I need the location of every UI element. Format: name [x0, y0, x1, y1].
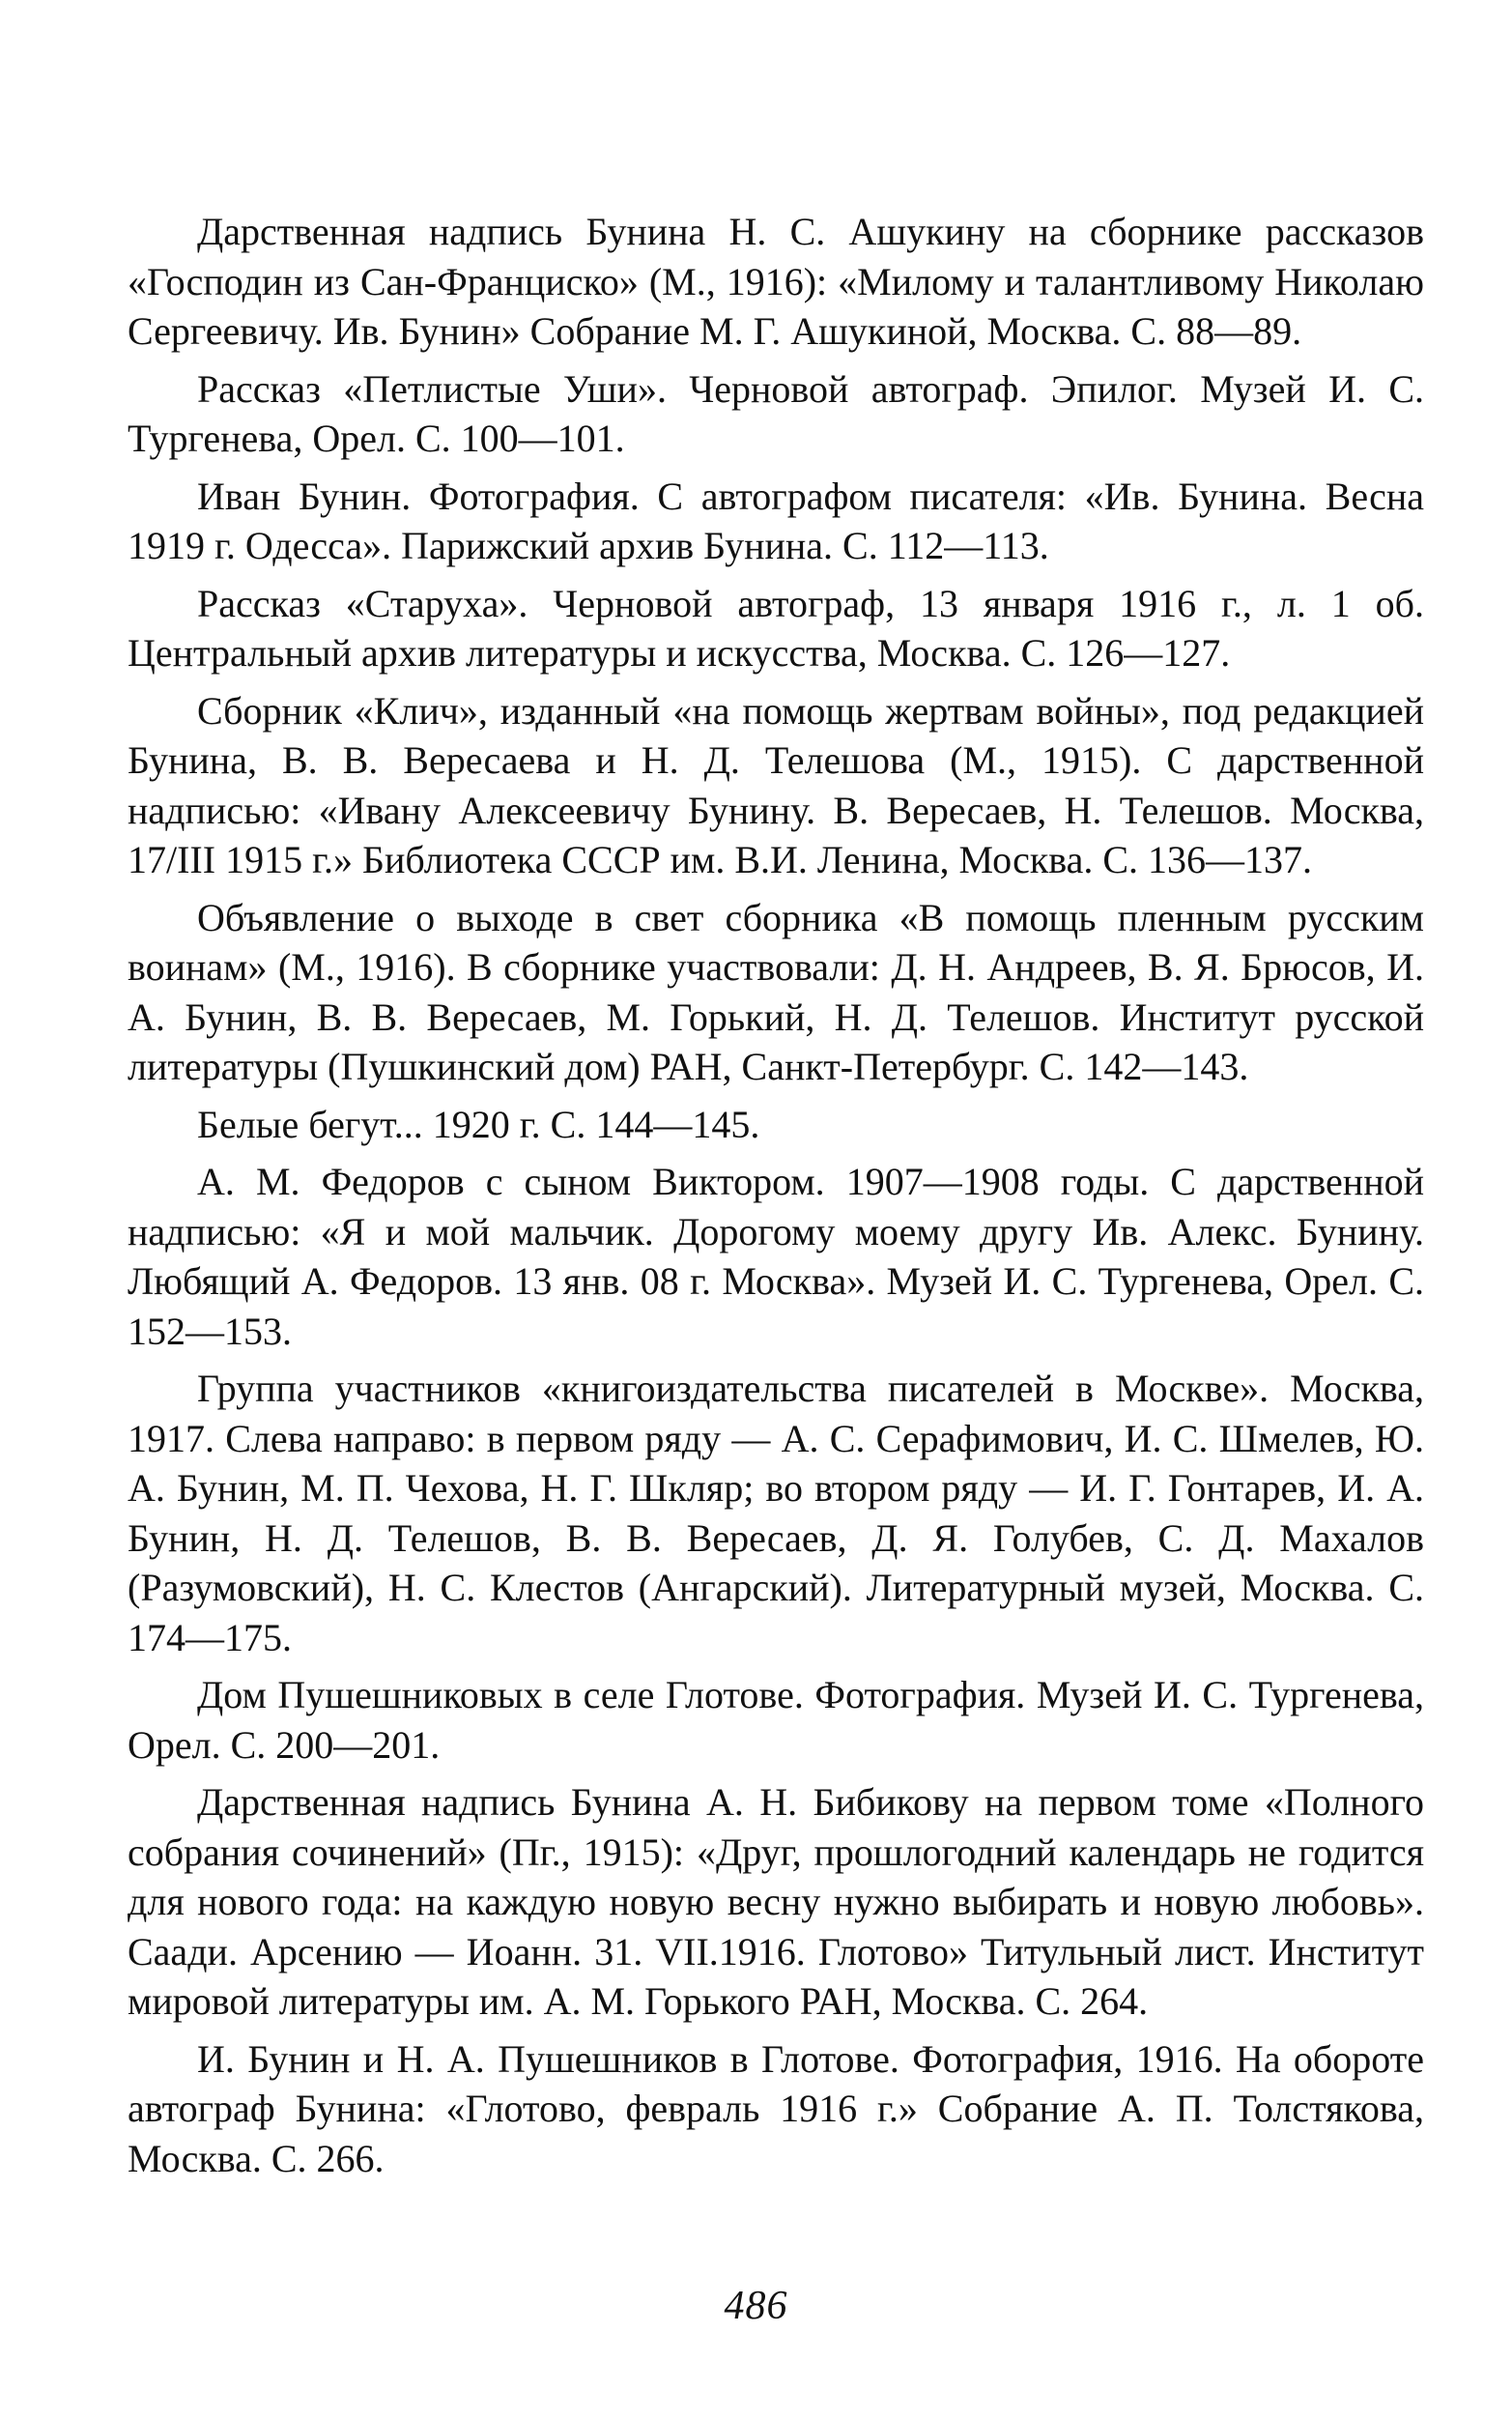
list-entry: Объявление о выходе в свет сборника «В помощь пленным русским воинам» (М., 1916). В сборнике участвовали: Д. Н. Андреев, В. Я. Брюсов, И. А. Бунин, В. В. Вересаев, М. Горький, Н. Д. Телешов. Институт русской литературы (Пушкинский дом) РАН, Санкт-Петербург. С. 142—143.: [128, 895, 1424, 1088]
list-entry: Дарственная надпись Бунина Н. С. Ашукину на сборнике рассказов «Господин из Сан-Франциско» (М., 1916): «Милому и талантливому Николаю Сергеевичу. Ив. Бунин» Собрание М. Г. Ашукиной, Москва. С. 88—89.: [128, 210, 1424, 353]
list-entry: Рассказ «Старуха». Черновой автограф, 13 января 1916 г., л. 1 об. Центральный архив литературы и искусства, Москва. С. 126—127.: [128, 581, 1424, 675]
list-entry: А. М. Федоров с сыном Виктором. 1907—1908 годы. С дарственной надписью: «Я и мой мальчик. Дорогому моему другу Ив. Алекс. Бунину. Любящий А. Федоров. 13 янв. 08 г. Москва». Музей И. С. Тургенева, Орел. С. 152—153.: [128, 1160, 1424, 1353]
list-entry: Рассказ «Петлистые Уши». Черновой автограф. Эпилог. Музей И. С. Тургенева, Орел. С. 100—101.: [128, 366, 1424, 460]
list-entry: И. Бунин и Н. А. Пушешников в Глотове. Фотография, 1916. На обороте автограф Бунина: «Глотово, февраль 1916 г.» Собрание А. П. Толстякова, Москва. С. 266.: [128, 2036, 1424, 2180]
page-number: 486: [724, 2284, 788, 2328]
list-entry: Сборник «Клич», изданный «на помощь жертвам войны», под редакцией Бунина, В. В. Вересаева и Н. Д. Телешова (М., 1915). С дарственной надписью: «Ивану Алексеевичу Бунину. В. Вересаев, Н. Телешов. Москва, 17/III 1915 г.» Библиотека СССР им. В.И. Ленина, Москва. С. 136—137.: [128, 688, 1424, 881]
list-entry: Иван Бунин. Фотография. С автографом писателя: «Ив. Бунина. Весна 1919 г. Одесса». Парижский архив Бунина. С. 112—113.: [128, 474, 1424, 567]
list-entry: Дарственная надпись Бунина А. Н. Бибикову на первом томе «Полного собрания сочинений» (Пг., 1915): «Друг, прошлогодний календарь не годится для нового года: на каждую новую весну нужно выбирать и новую любовь». Саади. Арсению — Иоанн. 31. VII.1916. Глотово» Титульный лист. Институт мировой литературы им. А. М. Горького РАН, Москва. С. 264.: [128, 1780, 1424, 2023]
list-entry: Дом Пушешниковых в селе Глотове. Фотография. Музей И. С. Тургенева, Орел. С. 200—201.: [128, 1673, 1424, 1767]
list-entry: Группа участников «книгоиздательства писателей в Москве». Москва, 1917. Слева направо: в первом ряду — А. С. Серафимович, И. С. Шмелев, Ю. А. Бунин, М. П. Чехова, Н. Г. Шкляр; во втором ряду — И. Г. Гонтарев, И. А. Бунин, Н. Д. Телешов, В. В. Вересаев, Д. Я. Голубев, С. Д. Махалов (Разумовский), Н. С. Клестов (Ангарский). Литературный музей, Москва. С. 174—175.: [128, 1367, 1424, 1659]
list-entry: Белые бегут... 1920 г. С. 144—145.: [197, 1102, 760, 1146]
illustration-list: [128, 207, 1424, 2191]
